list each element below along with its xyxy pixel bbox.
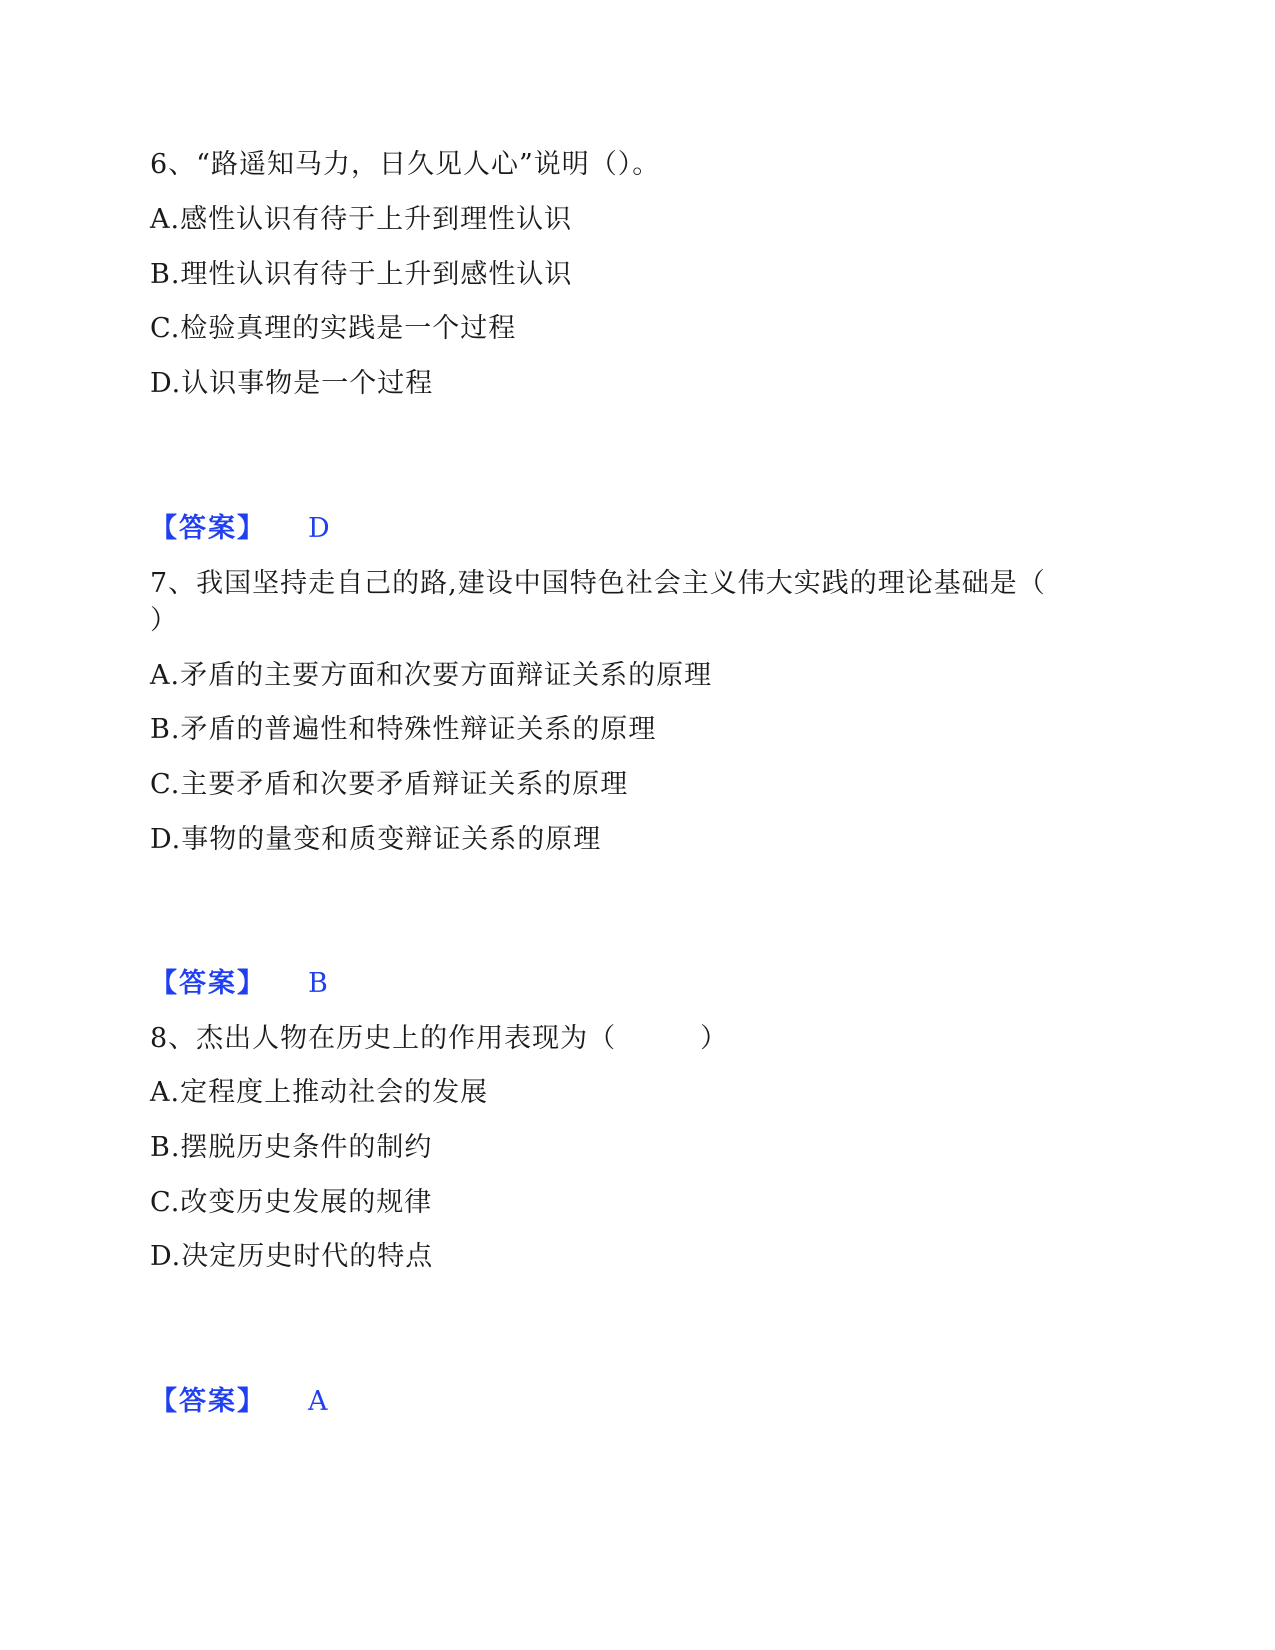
question-6-option-b: B.理性认识有待于上升到感性认识: [150, 259, 573, 290]
question-6-option-d: D.认识事物是一个过程: [150, 368, 434, 399]
question-8-answer: [150, 1385, 328, 1419]
question-6-option-a: A.感性认识有待于上升到理性认识: [150, 204, 573, 235]
answer-label: 【答案】: [150, 1386, 266, 1417]
question-7-option-d: D.事物的量变和质变辩证关系的原理: [150, 824, 602, 855]
question-6-stem: 6、“路遥知马力，日久见人心”说明（）。: [150, 149, 661, 180]
question-8-option-a: A.定程度上推动社会的发展: [150, 1077, 489, 1108]
question-7-answer: [150, 967, 328, 1001]
question-6-option-c: C.检验真理的实践是一个过程: [150, 313, 517, 344]
question-7-option-c: C.主要矛盾和次要矛盾辩证关系的原理: [150, 769, 629, 800]
question-8-stem: 8、杰出人物在历史上的作用表现为（ ）: [150, 1023, 729, 1054]
answer-value: D: [308, 513, 330, 544]
question-7-stem-line2: ）: [150, 605, 178, 636]
question-6-answer: [150, 512, 330, 546]
question-7-option-a: A.矛盾的主要方面和次要方面辩证关系的原理: [150, 660, 713, 691]
answer-value: B: [308, 968, 328, 999]
answer-label: 【答案】: [150, 968, 266, 999]
question-8-option-b: B.摆脱历史条件的制约: [150, 1132, 433, 1163]
answer-label: 【答案】: [150, 513, 266, 544]
question-7-stem-line1: 7、我国坚持走自己的路,建设中国特色社会主义伟大实践的理论基础是（: [150, 568, 1046, 599]
answer-value: A: [308, 1386, 328, 1417]
question-8-option-c: C.改变历史发展的规律: [150, 1187, 433, 1218]
question-7-option-b: B.矛盾的普遍性和特殊性辩证关系的原理: [150, 714, 657, 745]
question-8-option-d: D.决定历史时代的特点: [150, 1241, 434, 1272]
